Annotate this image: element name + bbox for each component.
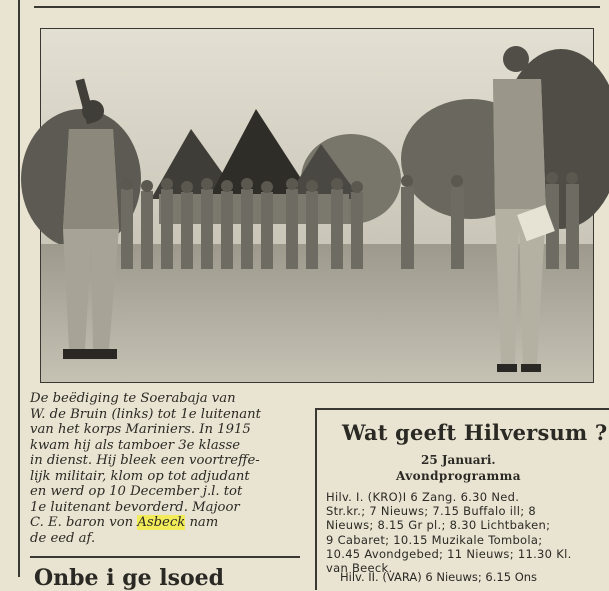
radio-program-date: 25 Januari. bbox=[421, 453, 496, 467]
radio-program-next-line: Hilv. II. (VARA) 6 Nieuws; 6.15 Ons bbox=[340, 570, 538, 584]
military-parade-photo-icon bbox=[41, 29, 593, 382]
caption-text: De beëdiging te Soerabaja van W. de Bruin (links) tot 1e luitenant van het korps Mariniers. In 1915 kwam hij als tamboer 3e klasse in dienst. Hij bleek een voortreffe- lijk militair, klom op tot adjudant en werd op 10 December j.l. tot 1e luitenant bevorderd. Majoor C. E. baron von bbox=[30, 391, 261, 530]
radio-program-title: Wat geeft Hilversum ? bbox=[342, 420, 608, 445]
photo-caption bbox=[30, 391, 300, 546]
radio-program-subtitle: Avondprogramma bbox=[396, 469, 521, 483]
radio-program-listing: Hilv. I. (KRO)I 6 Zang. 6.30 Ned. Str.kr.; 7 Nieuws; 7.15 Buffalo ill; 8 Nieuws; 8.15 Gr pl.; 8.30 Lichtbaken; 9 Cabaret; 10.15 Muzikale Tombola; 10.45 Avondgebed; 11 Nieuws; 11.30 Kl. van Beeck. bbox=[326, 490, 572, 576]
left-column-rule bbox=[18, 0, 20, 577]
caption-bottom-rule bbox=[30, 556, 300, 558]
ceremony-photo bbox=[40, 28, 594, 383]
next-article-headline: Onbe i ge lsoed bbox=[34, 565, 225, 591]
caption-text-end: nam de eed af. bbox=[30, 515, 219, 546]
top-rule bbox=[34, 6, 600, 8]
highlighted-name: Asbeck bbox=[137, 515, 186, 530]
